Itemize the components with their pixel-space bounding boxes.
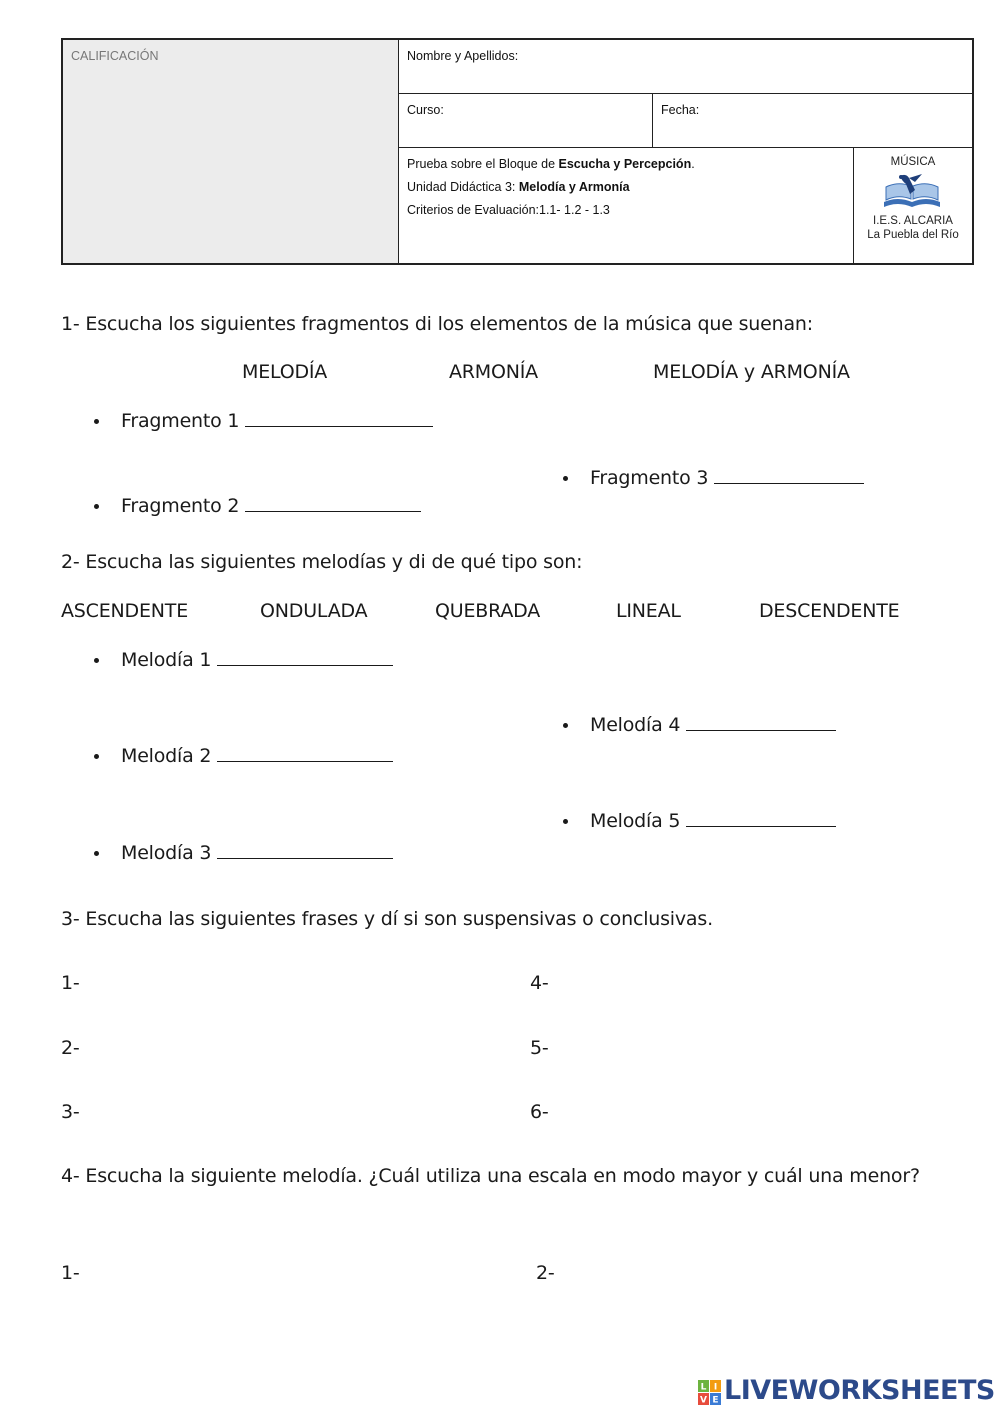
question-4-title: 4- Escucha la siguiente melodía. ¿Cuál utiliza una escala en modo mayor y cuál una menor?: [61, 1165, 920, 1187]
q2-option-ondulada: ONDULADA: [260, 600, 368, 622]
grade-label: CALIFICACIÓN: [71, 49, 159, 63]
subject-label: MÚSICA: [890, 156, 936, 168]
q2-item-4: Melodía 4: [590, 714, 836, 736]
q2-item-5: Melodía 5: [590, 810, 836, 832]
school-town: La Puebla del Río: [867, 229, 959, 241]
q3-item-6[interactable]: 6-: [530, 1101, 549, 1123]
svg-text:V: V: [700, 1395, 707, 1406]
q4-item-2[interactable]: 2-: [536, 1262, 555, 1284]
q2-item-3: Melodía 3: [121, 842, 393, 864]
q2-answer-1[interactable]: [217, 664, 393, 666]
q4-item-1[interactable]: 1-: [61, 1262, 80, 1284]
svg-text:I: I: [713, 1382, 718, 1393]
q1-answer-2[interactable]: [245, 510, 421, 512]
q2-answer-2[interactable]: [217, 760, 393, 762]
question-2-title: 2- Escucha las siguientes melodías y di de qué tipo son:: [61, 551, 583, 573]
liveworksheets-cube-icon: [698, 1380, 722, 1406]
name-field[interactable]: [399, 40, 972, 94]
school-logo-block: [854, 148, 972, 263]
grade-box: [63, 40, 399, 263]
q1-answer-3[interactable]: [714, 482, 864, 484]
q2-option-quebrada: QUEBRADA: [435, 600, 541, 622]
q2-answer-5[interactable]: [686, 825, 836, 827]
q1-option-melodia: MELODÍA: [242, 361, 328, 383]
q2-option-ascendente: ASCENDENTE: [61, 600, 189, 622]
q1-item-1: Fragmento 1: [121, 410, 433, 432]
q2-answer-3[interactable]: [217, 857, 393, 859]
q2-option-descendente: DESCENDENTE: [759, 600, 900, 622]
exam-unit-line: Unidad Didáctica 3: Melodía y Armonía: [407, 180, 630, 194]
q1-option-melodia-armonia: MELODÍA y ARMONÍA: [653, 361, 850, 383]
q3-item-3[interactable]: 3-: [61, 1101, 80, 1123]
svg-text:E: E: [712, 1395, 719, 1406]
q2-item-1: Melodía 1: [121, 649, 393, 671]
q2-answer-4[interactable]: [686, 729, 836, 731]
course-field[interactable]: [399, 94, 653, 148]
header-table: [61, 38, 974, 265]
q1-answer-1[interactable]: [245, 425, 433, 427]
q1-item-3: Fragmento 3: [590, 467, 864, 489]
exam-block-line: Prueba sobre el Bloque de Escucha y Percepción.: [407, 157, 695, 171]
question-3-title: 3- Escucha las siguientes frases y dí si son suspensivas o conclusivas.: [61, 908, 713, 930]
q1-option-armonia: ARMONÍA: [449, 361, 538, 383]
exam-criteria-line: Criterios de Evaluación:1.1- 1.2 - 1.3: [407, 203, 610, 217]
date-label: Fecha:: [661, 103, 700, 117]
q3-item-4[interactable]: 4-: [530, 972, 549, 994]
svg-text:L: L: [700, 1382, 707, 1393]
question-1-title: 1- Escucha los siguientes fragmentos di los elementos de la música que suenan:: [61, 313, 813, 335]
q3-item-1[interactable]: 1-: [61, 972, 80, 994]
liveworksheets-wordmark: LIVEWORKSHEETS: [724, 1375, 995, 1406]
q1-item-2: Fragmento 2: [121, 495, 421, 517]
course-label: Curso:: [407, 103, 444, 117]
date-field[interactable]: [653, 94, 972, 148]
school-logo-icon: [882, 172, 942, 210]
q2-item-2: Melodía 2: [121, 745, 393, 767]
school-name: I.E.S. ALCARIA: [873, 215, 953, 227]
exam-info: [399, 148, 854, 263]
q3-item-2[interactable]: 2-: [61, 1037, 80, 1059]
name-label: Nombre y Apellidos:: [407, 49, 519, 63]
q3-item-5[interactable]: 5-: [530, 1037, 549, 1059]
q2-option-lineal: LINEAL: [616, 600, 681, 622]
